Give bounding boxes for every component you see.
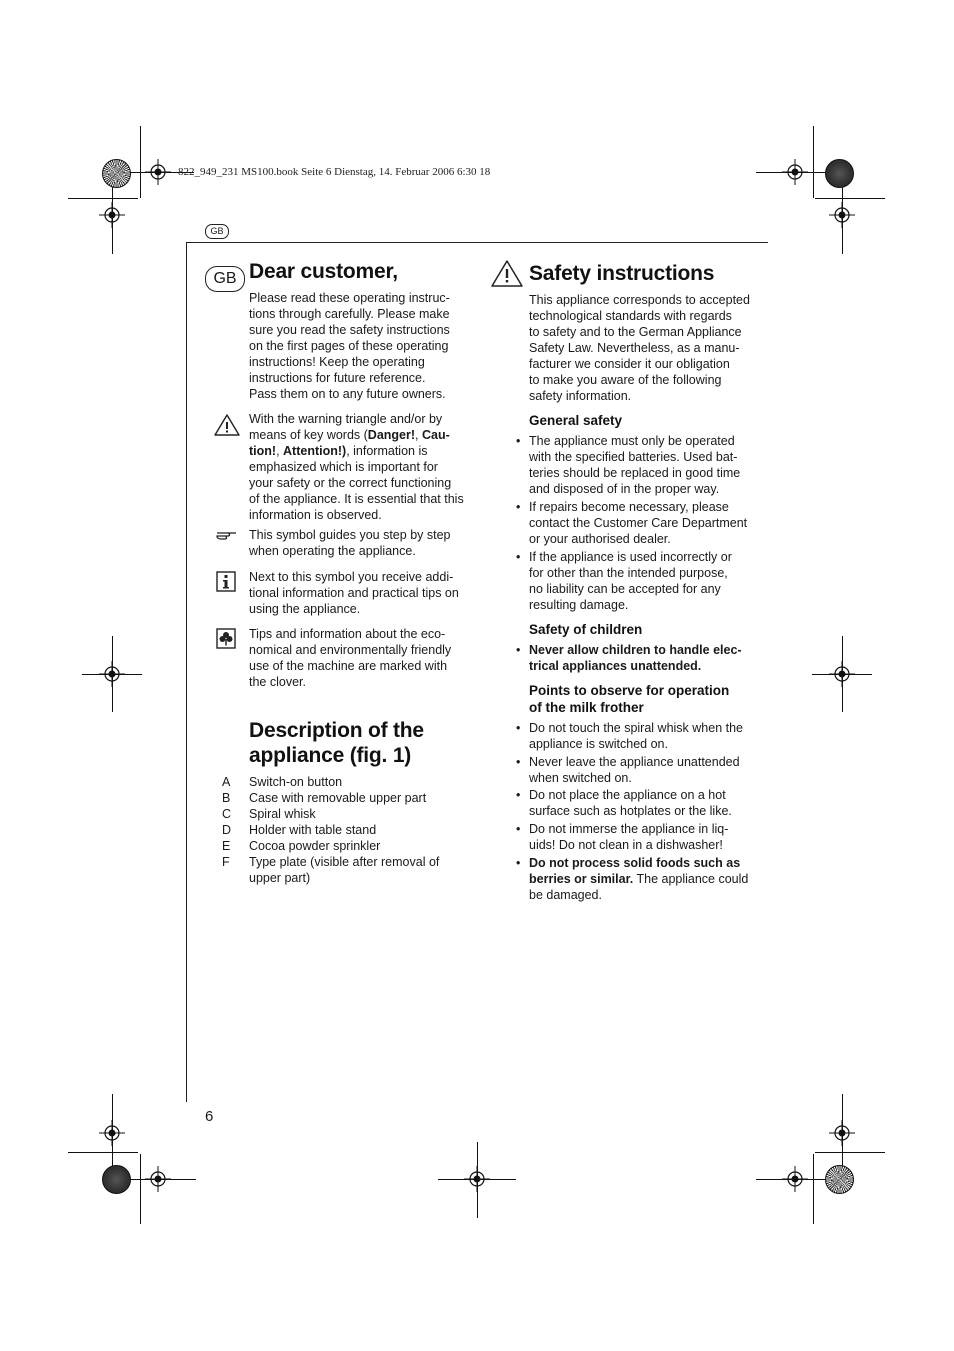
part-text: Switch-on button xyxy=(249,775,343,789)
intro-text: Please read these operating instruc- tions through carefully. Please make sure you read the safety instructions on the first pages of these operating instructions! Keep the operating instructions for future reference. Pass them on to any future owners. xyxy=(249,291,450,401)
language-badge: GB xyxy=(205,224,229,239)
frother-heading: Points to observe for operation of the milk frother xyxy=(529,683,730,715)
registration-mark-icon xyxy=(145,159,171,185)
color-bar-icon xyxy=(102,1165,131,1194)
part-text: Spiral whisk xyxy=(249,807,316,821)
part-letter: C xyxy=(222,807,232,821)
part-text: Cocoa powder sprinkler xyxy=(249,839,381,853)
list-item: The appliance must only be operated with the specified batteries. Used bat- teries should be replaced in good time and disposed of in the proper way. xyxy=(529,434,741,496)
warning-triangle-icon xyxy=(213,413,241,437)
info-icon xyxy=(216,571,236,592)
print-info: 822_949_231 MS100.book Seite 6 Dienstag, 14. Februar 2006 6:30 18 xyxy=(178,166,491,178)
children-safety-heading: Safety of children xyxy=(529,622,643,637)
color-bar-icon xyxy=(102,159,131,188)
crop-mark xyxy=(68,198,138,199)
bullet: • xyxy=(516,822,521,836)
part-letter: D xyxy=(222,823,232,837)
crop-mark xyxy=(815,198,885,199)
bullet: • xyxy=(516,434,521,448)
dear-customer-title: Dear customer, xyxy=(249,260,398,283)
part-letter: A xyxy=(222,775,231,789)
part-text: Type plate (visible after removal of xyxy=(249,855,440,869)
bullet: • xyxy=(516,755,521,769)
list-item: If repairs become necessary, please contact the Customer Care Department or your authorised dealer. xyxy=(529,500,748,546)
bullet: • xyxy=(516,550,521,564)
list-item: Do not immerse the appliance in liq- uids! Do not clean in a dishwasher! xyxy=(529,822,729,852)
safety-title: Safety instructions xyxy=(529,262,715,285)
part-letter: E xyxy=(222,839,231,853)
margin-rule xyxy=(186,242,187,1102)
warning-text: With the warning triangle and/or by means of key words (Danger!, Cau- tion!, Attention!), information is emphasized which is important for your safety or the correct functioning of the appliance. It is essential that this information is observed. xyxy=(249,412,464,522)
pointing-hand-icon xyxy=(216,528,238,542)
crop-mark xyxy=(813,1154,814,1224)
safety-intro: This appliance corresponds to accepted technological standards with regards to safety and to the German Appliance Safety Law. Nevertheless, as a manu- facturer we consider it our obligation to make you aware of the following safety information. xyxy=(529,293,750,403)
description-title: Description of the appliance (fig. 1) xyxy=(249,719,424,767)
bullet: • xyxy=(516,721,521,735)
color-bar-icon xyxy=(825,1165,854,1194)
registration-mark-icon xyxy=(829,661,855,687)
eco-text: Tips and information about the eco- nomical and environmentally friendly use of the machine are marked with the clover. xyxy=(249,627,452,689)
registration-mark-icon xyxy=(782,1166,808,1192)
list-item: Never allow children to handle elec- trical appliances unattended. xyxy=(529,643,742,673)
bullet: • xyxy=(516,788,521,802)
bullet: • xyxy=(516,643,521,657)
crop-mark xyxy=(813,126,814,198)
list-item: Do not touch the spiral whisk when the appliance is switched on. xyxy=(529,721,744,751)
part-letter: B xyxy=(222,791,231,805)
crop-mark xyxy=(140,1154,141,1224)
registration-mark-icon xyxy=(145,1166,171,1192)
clover-icon xyxy=(216,628,236,649)
registration-mark-icon xyxy=(829,1120,855,1146)
warning-triangle-icon xyxy=(490,259,524,288)
page-number: 6 xyxy=(205,1108,214,1125)
crop-mark xyxy=(140,126,141,198)
general-safety-heading: General safety xyxy=(529,413,623,428)
crop-mark xyxy=(68,1152,138,1153)
part-text: Holder with table stand xyxy=(249,823,377,837)
registration-mark-icon xyxy=(99,661,125,687)
list-item: Never leave the appliance unattended when switched on. xyxy=(529,755,740,785)
list-item: Do not process solid foods such as berries or similar. The appliance could be damaged. xyxy=(529,856,749,902)
bullet: • xyxy=(516,856,521,870)
crop-mark xyxy=(815,1152,885,1153)
part-text: Case with removable upper part xyxy=(249,791,427,805)
language-label: GB xyxy=(205,266,245,292)
list-item: Do not place the appliance on a hot surface such as hotplates or the like. xyxy=(529,788,732,818)
registration-mark-icon xyxy=(782,159,808,185)
registration-mark-icon xyxy=(829,202,855,228)
part-letter: F xyxy=(222,855,230,869)
registration-mark-icon xyxy=(99,202,125,228)
list-item: If the appliance is used incorrectly or for other than the intended purpose, no liability can be accepted for any resulting damage. xyxy=(529,550,732,612)
step-text: This symbol guides you step by step when operating the appliance. xyxy=(249,528,451,558)
registration-mark-icon xyxy=(99,1120,125,1146)
header-rule xyxy=(186,242,768,243)
part-text: upper part) xyxy=(249,871,311,885)
info-text: Next to this symbol you receive addi- tional information and practical tips on using the appliance. xyxy=(249,570,459,616)
registration-mark-icon xyxy=(464,1166,490,1192)
bullet: • xyxy=(516,500,521,514)
color-bar-icon xyxy=(825,159,854,188)
